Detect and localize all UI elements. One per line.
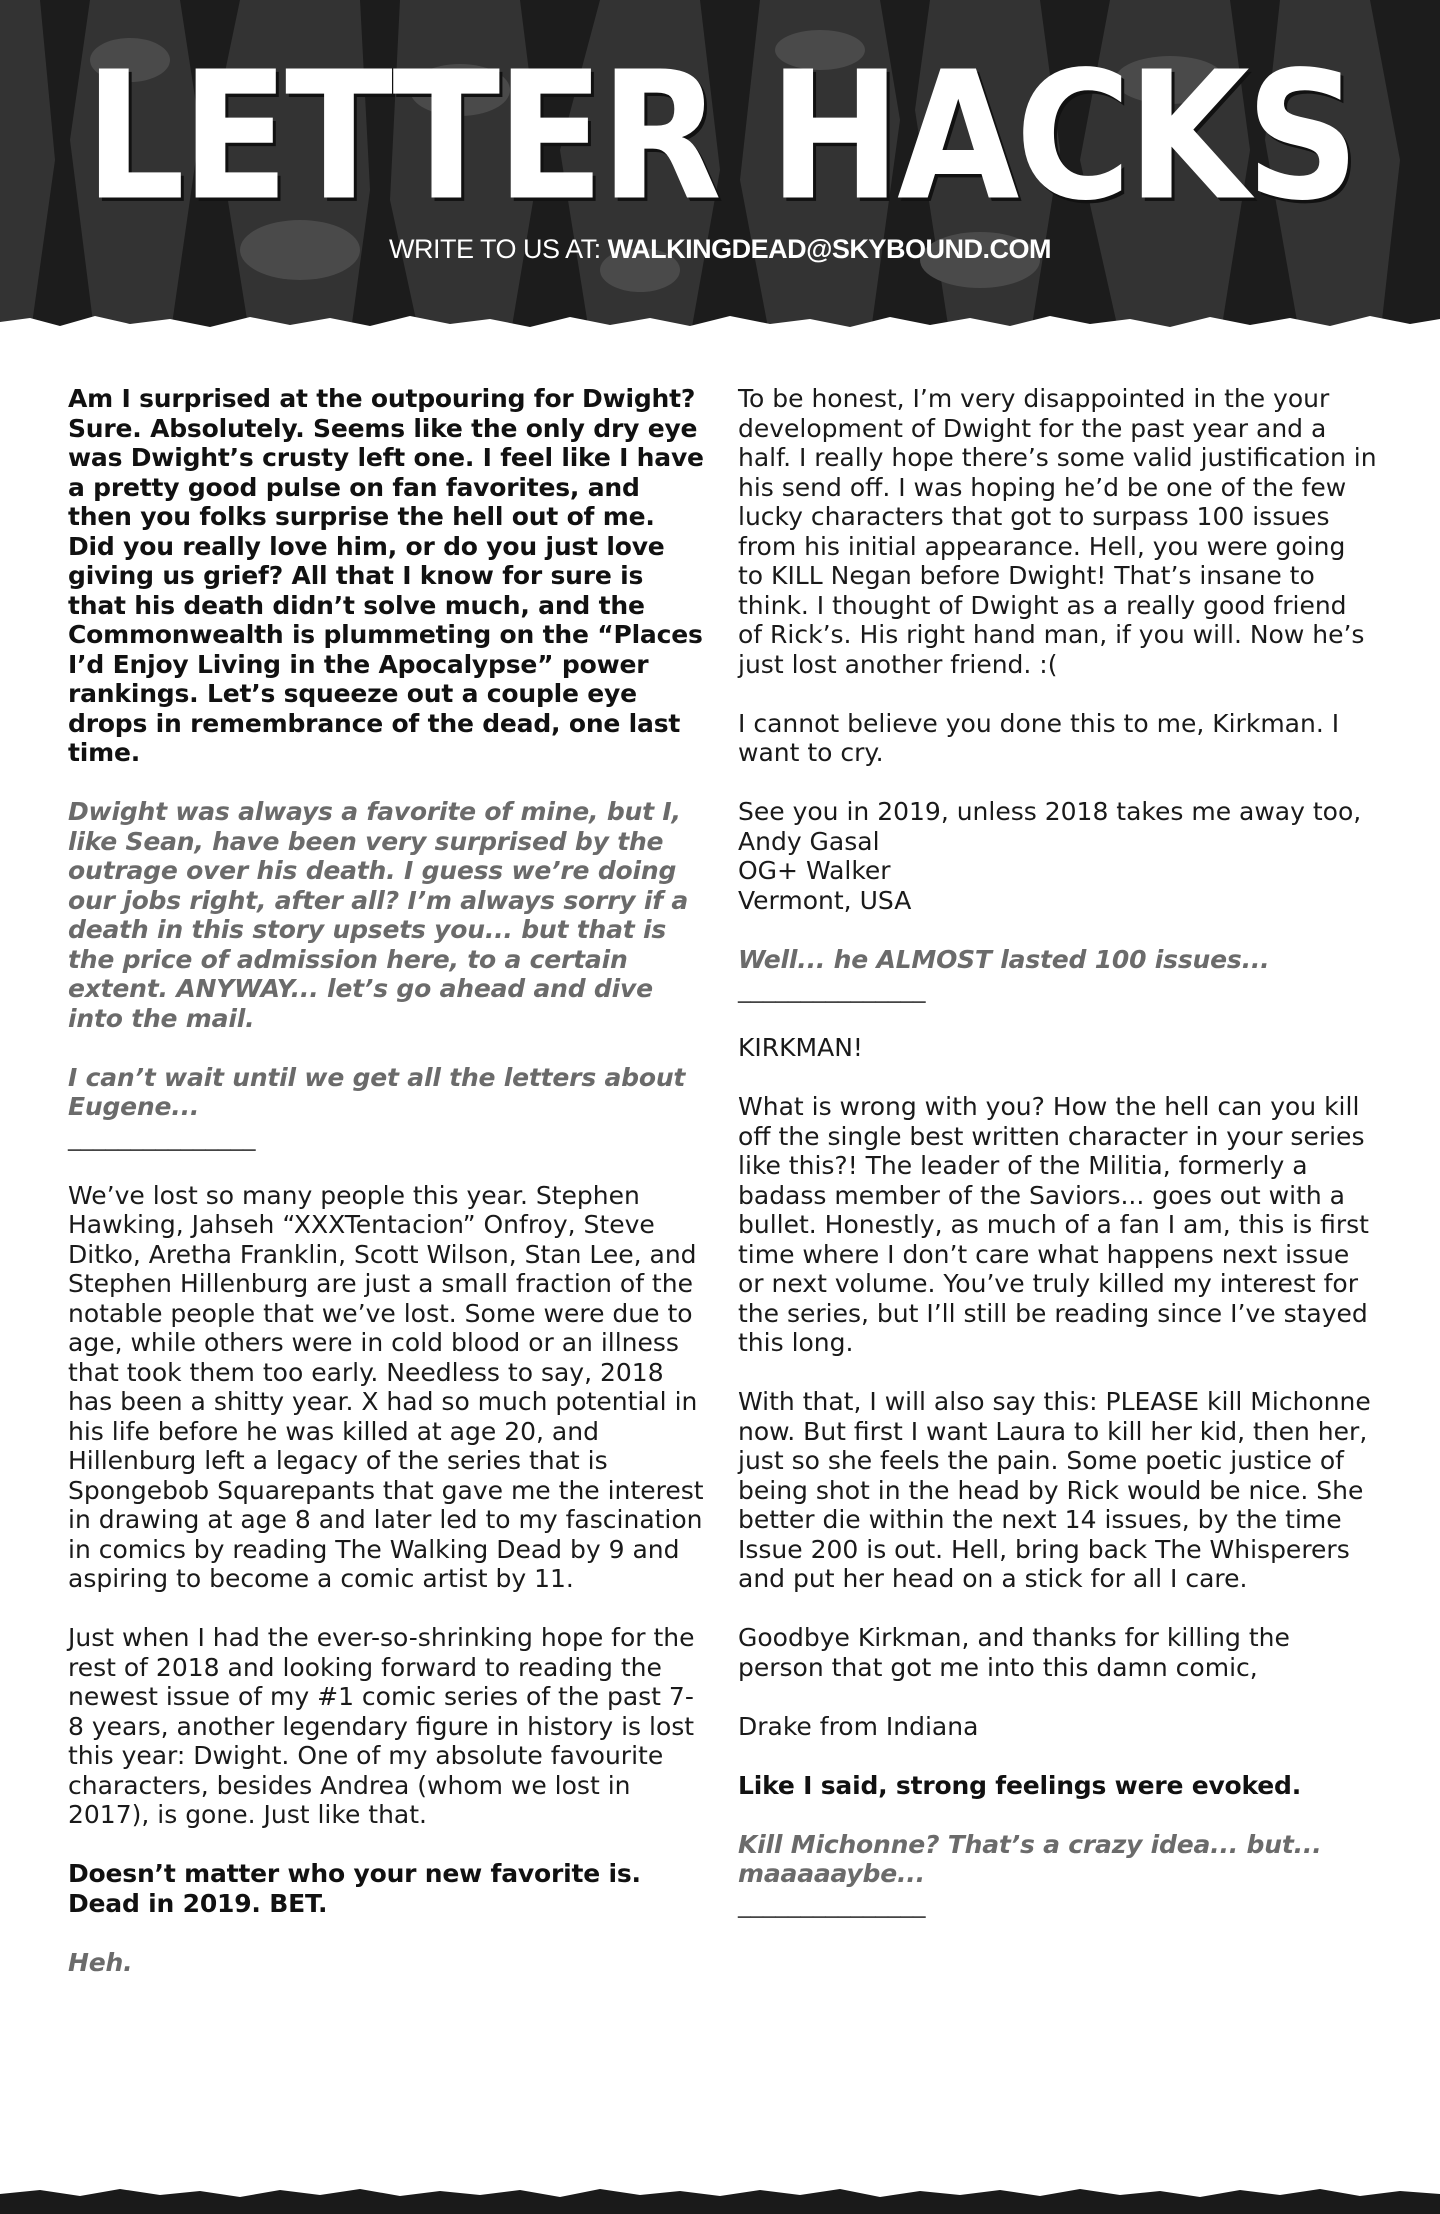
letter-paragraph: With that, I will also say this: PLEASE kill Michonne now. But first I want Laura to kill her kid, then her, just so she feels the pain. Some poetic justice of being shot in the head by Rick would be nice. She better die within the next 14 issues, by the time Issue 200 is out. Hell, bring back The Whisperers and put her head on a stick for all I care. [738,1387,1371,1593]
header-banner [0,0,1440,338]
right-column [738,384,1378,1948]
letter-paragraph: We’ve lost so many people this year. Stephen Hawking, Jahseh “XXXTentacion” Onfroy, Steve Ditko, Aretha Franklin, Scott Wilson, Stan Lee, and Stephen Hillenburg are just a small fraction of the notable people that we’ve lost. Some were due to age, while others were in cold blood or an illness that took them too early. Needless to say, 2018 has been a shitty year. X had so much potential in his life before he was killed at age 20, and Hillenburg left a legacy of the series that is Spongebob Squarepants that gave me the interest in drawing at age 8 and later led to my fascination in comics by reading The Walking Dead by 9 and aspiring to become a comic artist by 11. [68,1180,704,1593]
letter-signature: See you in 2019, unless 2018 takes me away too, Andy Gasal OG+ Walker Vermont, USA [738,797,1362,915]
letter-paragraph: What is wrong with you? How the hell can you kill off the single best written character in your series like this?! The leader of the Militia, formerly a badass member of the Saviors... goes out with a bullet. Honestly, as much of a fan I am, this is first time where I don’t care what happens next issue or next volume. You’ve truly killed my interest for the series, but I’ll still be reading since I’ve stayed this long. [738,1092,1369,1357]
letter-paragraph-bold: Doesn’t matter who your new favorite is. Dead in 2019. BET. [68,1859,641,1918]
letter-signature: Drake from Indiana [738,1711,979,1741]
editor-reply-3: Heh. [68,1947,133,1977]
editor-intro: Am I surprised at the outpouring for Dwight? Sure. Absolutely. Seems like the only dry eye was Dwight’s crusty left one. I feel like I have a pretty good pulse on fan favorites, and then you folks surprise the hell out of me. Did you really love him, or do you just love giving us grief? All that I know for sure is that his death didn’t solve much, and the Commonwealth is plummeting on the “Places I’d Enjoy Living in the Apocalypse” power rankings. Let’s squeeze out a couple eye drops in remembrance of the dead, one last time. [68,384,704,767]
bottom-border [0,2180,1440,2214]
editor-reply-bold: Like I said, strong feelings were evoked. [738,1770,1302,1800]
editor-reply-2: I can’t wait until we get all the letters about Eugene... [68,1062,686,1121]
letter-separator: _______________ [738,974,926,1003]
letter-greeting: KIRKMAN! [738,1033,863,1062]
letter-paragraph: I cannot believe you done this to me, Kirkman. I want to cry. [738,708,1340,767]
letter-paragraph: Just when I had the ever-so-shrinking hope for the rest of 2018 and looking forward to reading the newest issue of my #1 comic series of the past 7-8 years, another legendary figure in history is lost this year: Dwight. One of my absolute favourite characters, besides Andrea (whom we lost in 2017), is gone. Just like that. [68,1623,695,1829]
page-title: LETTER HACKS [84,33,1356,241]
letter-paragraph: Goodbye Kirkman, and thanks for killing the person that got me into this damn comic, [738,1623,1290,1682]
editor-reply-1: Dwight was always a favorite of mine, but I, like Sean, have been very surprised by the outrage over his death. I guess we’re doing our jobs right, after all? I’m always sorry if a death in this story upsets you... but that is the price of admission here, to a certain extent. ANYWAY... let’s go ahead and dive into the mail. [68,797,689,1033]
left-column [68,384,708,2007]
editor-reply-5: Kill Michonne? That’s a crazy idea... but... maaaaaybe... [738,1829,1322,1888]
letter-separator: _______________ [68,1121,256,1151]
letter-separator: _______________ [738,1888,926,1918]
editor-reply-4: Well... he ALMOST lasted 100 issues... [738,944,1270,974]
letter-paragraph: To be honest, I’m very disappointed in the your development of Dwight for the past year and a half. I really hope there’s some valid justification in his send off. I was hoping he’d be one of the few lucky characters that got to surpass 100 issues from his initial appearance. Hell, you were going to KILL Negan before Dwight! That’s insane to think. I thought of Dwight as a really good friend of Rick’s. His right hand man, if you will. Now he’s just lost another friend. :( [738,384,1377,679]
email-address: WALKINGDEAD@SKYBOUND.COM [607,234,1051,264]
email-line [0,234,1440,265]
email-prefix: WRITE TO US AT: [389,234,601,264]
